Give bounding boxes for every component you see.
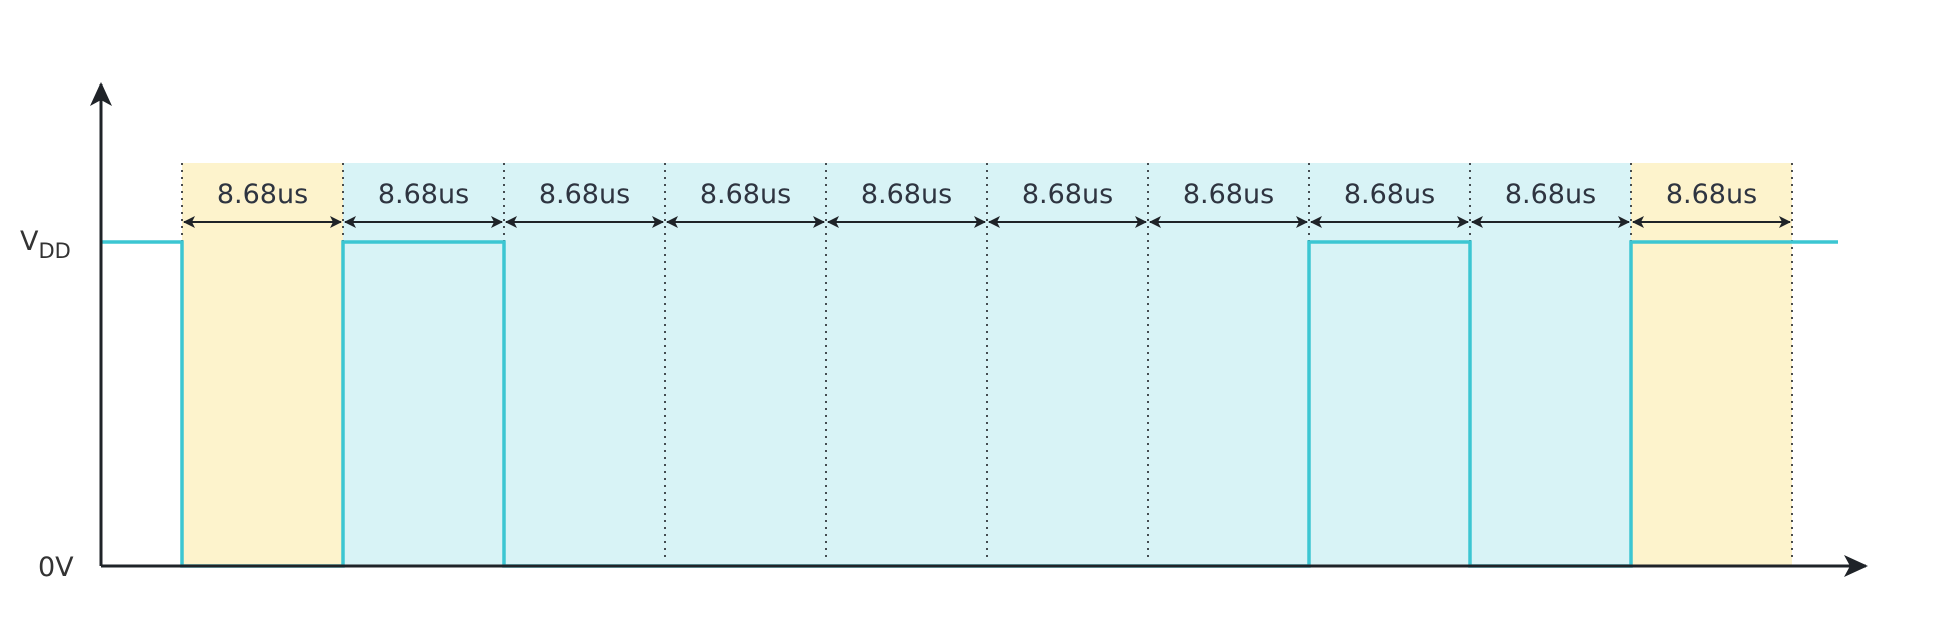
zero-volt-label: 0V — [38, 552, 74, 583]
vdd-label-main: V — [20, 226, 39, 257]
vdd-label — [20, 226, 71, 263]
segment-data-bit-3 — [826, 163, 987, 566]
vdd-label-subscript: DD — [38, 239, 71, 263]
duration-label-data-bit-4: 8.68us — [1021, 179, 1114, 210]
duration-label-data-bit-1: 8.68us — [538, 179, 631, 210]
segment-data-bit-6 — [1309, 163, 1470, 566]
bit-segments — [182, 163, 1792, 566]
segment-stop-bit — [1631, 163, 1792, 566]
duration-label-stop-bit: 8.68us — [1665, 179, 1758, 210]
duration-label-data-bit-0: 8.68us — [377, 179, 470, 210]
segment-data-bit-5 — [1148, 163, 1309, 566]
duration-label-data-bit-6: 8.68us — [1343, 179, 1436, 210]
segment-data-bit-0 — [343, 163, 504, 566]
duration-label-data-bit-5: 8.68us — [1182, 179, 1275, 210]
duration-label-data-bit-7: 8.68us — [1504, 179, 1597, 210]
segment-data-bit-4 — [987, 163, 1148, 566]
duration-label-start-bit: 8.68us — [216, 179, 309, 210]
segment-data-bit-2 — [665, 163, 826, 566]
duration-label-data-bit-3: 8.68us — [860, 179, 953, 210]
segment-data-bit-1 — [504, 163, 665, 566]
segment-start-bit — [182, 163, 343, 566]
segment-data-bit-7 — [1470, 163, 1631, 566]
duration-label-data-bit-2: 8.68us — [699, 179, 792, 210]
